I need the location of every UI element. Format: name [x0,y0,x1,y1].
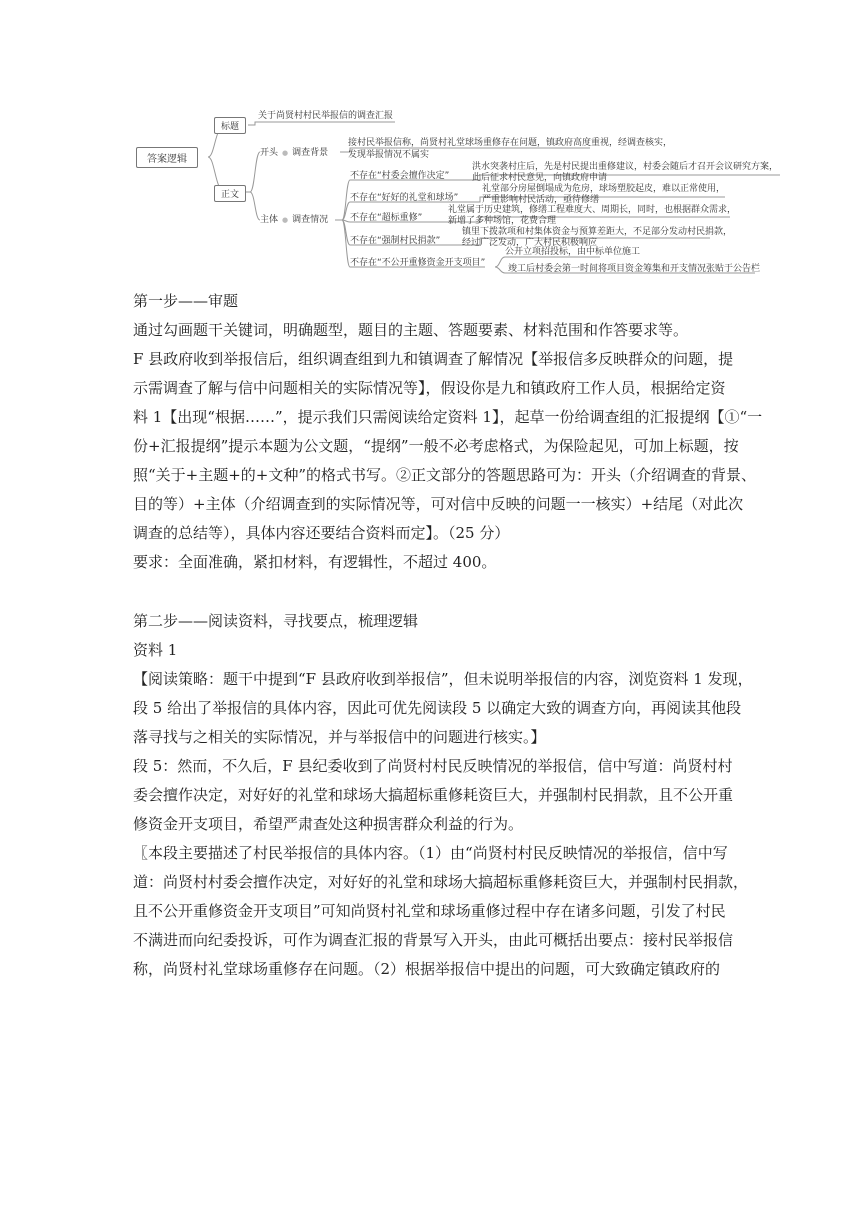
text-line: 委会擅作决定，对好好的礼堂和球场大搞超标重修耗资巨大，并强制村民捐款，且不公开重 [133,786,734,804]
mindmap-background-label: 调查背景 [292,148,329,158]
mindmap-item-1-text-2: 此后征求村民意见，向镇政府申请 [472,173,608,183]
mindmap-item-4-text-2: 经过广泛发动，广大村民积极响应 [462,238,598,248]
mindmap-situation-label: 调查情况 [292,215,329,225]
mindmap-body-node: 正文 [214,185,246,202]
mindmap-opening-branch: 开头 ● 调查背景 [260,148,329,158]
mindmap-title-node: 标题 [214,117,246,134]
mindmap-root: 答案逻辑 [136,147,198,168]
mindmap-opening-label: 开头 [260,148,279,158]
mindmap-item-3-text-1: 礼堂属于历史建筑，修缮工程难度大、周期长，同时，也根据群众需求， [448,205,737,215]
mindmap-item-2-label: 不存在“好好的礼堂和球场” [350,193,459,203]
step-1-heading: 第一步——审题 [133,292,239,310]
text-line: 段 5：然而，不久后，F 县纪委收到了尚贤村村民反映情况的举报信，信中写道：尚贤村村 [133,757,733,775]
text-line: 目的等）+主体（介绍调查到的实际情况等，可对信中反映的问题一一核实）+结尾（对此次 [133,495,744,513]
text-line: 且不公开重修资金开支项目”可知尚贤村礼堂和球场重修过程中存在诸多问题，引发了村民 [133,902,726,920]
material-label: 资料 1 [133,641,178,659]
text-line: 照“关于+主题+的+文种”的格式书写。②正文部分的答题思路可为：开头（介绍调查的背景、 [133,466,757,484]
text-line: 份+汇报提纲”提示本题为公文题，“提纲”一般不必考虑格式，为保险起见，可加上标题，按 [133,437,739,455]
mindmap-background-text-2: 发现举报情况不属实 [348,150,430,160]
text-line: 道：尚贤村村委会擅作决定，对好好的礼堂和球场大搞超标重修耗资巨大，并强制村民捐款， [133,873,749,891]
mindmap-item-3-text-2: 新增了多种场馆，花费合理 [448,216,557,226]
mindmap-item-2-text-1: 礼堂部分房屋倒塌成为危房，球场塑胶起皮，难以正常使用， [482,184,726,194]
paragraph-gap [133,577,753,607]
mindmap-item-4-label: 不存在“强制村民捐款” [350,236,441,246]
mindmap-item-3-label: 不存在“超标重修” [350,213,423,223]
text-line: 料 1【出现“根据……”，提示我们只需阅读给定资料 1】，起草一份给调查组的汇报提纲【①“一 [133,408,763,426]
mindmap-item-5-label: 不存在“不公开重修资金开支项目” [350,258,486,268]
mindmap-main-label: 主体 [260,215,279,225]
mindmap-item-5-text-1: 公开立项招投标，由中标单位施工 [505,247,641,257]
text-line: 不满进而向纪委投诉，可作为调查汇报的背景写入开头，由此可概括出要点：接村民举报信 [133,931,734,949]
mindmap-main-branch: 主体 ● 调查情况 [260,215,329,225]
text-line: 【阅读策略：题干中提到“F 县政府收到举报信”，但未说明举报信的内容，浏览资料 1 发现， [133,670,753,688]
text-line: 调查的总结等），具体内容还要结合资料而定】。（25 分） [133,524,510,542]
text-line: 段 5 给出了举报信的具体内容，因此可优先阅读段 5 以确定大致的调查方向，再阅读其他段 [133,699,742,717]
mindmap-item-2-text-2: 严重影响村民活动，亟待修缮 [482,195,600,205]
mindmap-background-text-1: 接村民举报信称，尚贤村礼堂球场重修存在问题，镇政府高度重视，经调查核实， [348,138,673,148]
mindmap-item-1-label: 不存在“村委会擅作决定” [350,171,450,181]
mindmap-item-5-text-2: 竣工后村委会第一时间将项目资金筹集和开支情况张贴于公告栏 [508,264,761,274]
text-line: 修资金开支项目，希望严肃查处这种损害群众利益的行为。 [133,815,524,833]
text-line: F 县政府收到举报信后，组织调查组到九和镇调查了解情况【举报信多反映群众的问题，提 [133,350,734,368]
requirement-line: 要求：全面准确，紧扣材料，有逻辑性，不超过 400。 [133,553,497,571]
step-2-heading: 第二步——阅读资料，寻找要点，梳理逻辑 [133,612,419,630]
mindmap-title-text: 关于尚贤村村民举报信的调查汇报 [258,111,394,121]
answer-logic-mindmap [130,105,790,285]
text-line: 落寻找与之相关的实际情况，并与举报信中的问题进行核实。】 [133,728,546,746]
text-line: 称，尚贤村礼堂球场重修存在问题。（2）根据举报信中提出的问题，可大致确定镇政府的 [133,960,721,978]
text-line: 示需调查了解与信中问题相关的实际情况等】，假设你是九和镇政府工作人员，根据给定资 [133,379,726,397]
mindmap-item-1-text-1: 洪水突袭村庄后，先是村民提出重修建议，村委会随后才召开会议研究方案， [472,162,779,172]
text-line: 〖本段主要描述了村民举报信的具体内容。（1）由“尚贤村村民反映情况的举报信，信中写 [133,844,728,862]
document-body [133,287,763,984]
text-line: 通过勾画题干关键词，明确题型，题目的主题、答题要素、材料范围和作答要求等。 [133,321,689,339]
mindmap-item-4-text-1: 镇里下拨款项和村集体资金与预算差距大，不足部分发动村民捐款， [462,227,733,237]
